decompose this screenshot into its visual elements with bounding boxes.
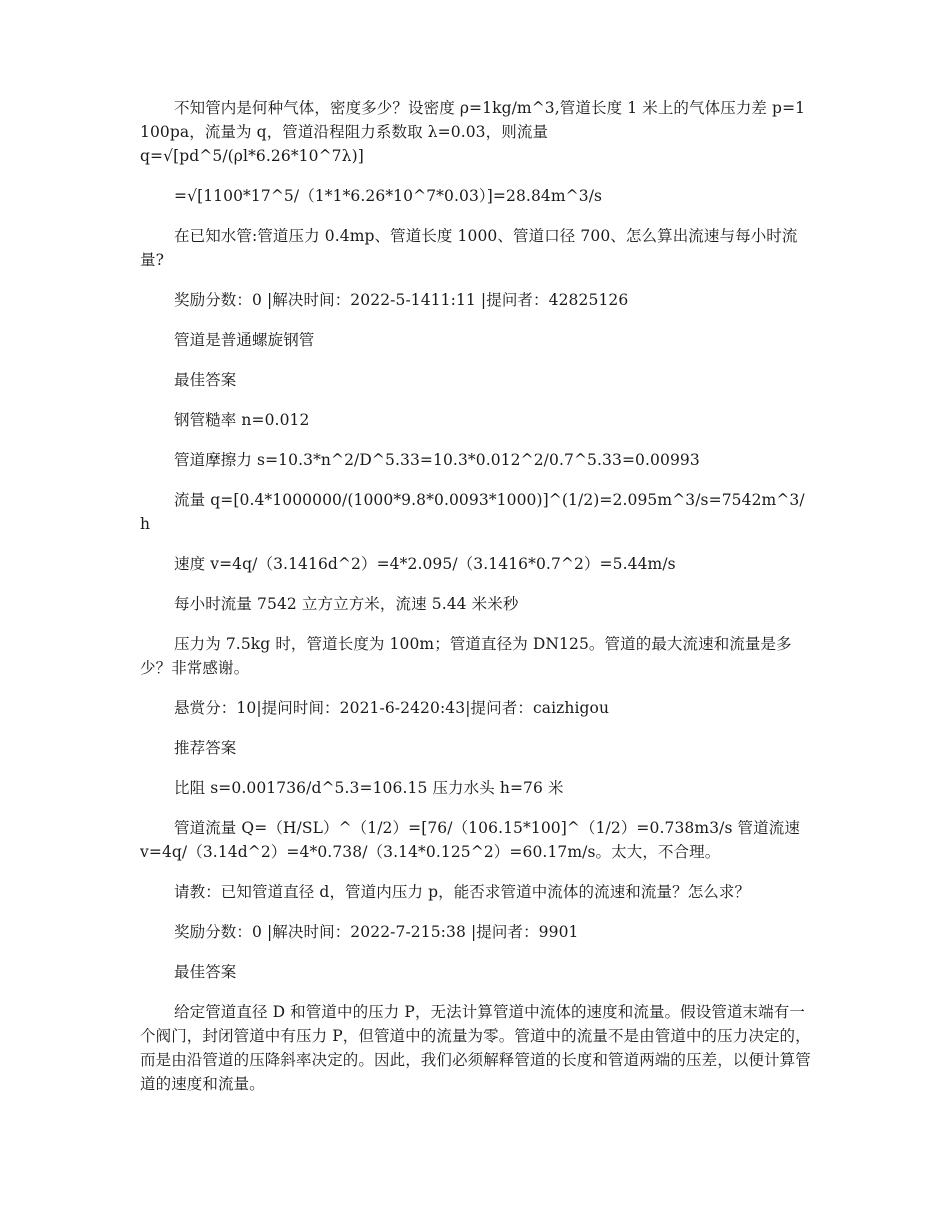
paragraph-pipe-flow bbox=[140, 816, 812, 864]
text-line: 钢管糙率 n=0.012 bbox=[174, 411, 310, 429]
formula-line: 比阻 s=0.001736/d^5.3=106.15 压力水头 h=76 米 bbox=[174, 779, 564, 797]
paragraph-question-1 bbox=[140, 224, 812, 272]
formula-line: 流量 q=[0.4*1000000/(1000*9.8*0.0093*1000)]^(1/2)=2.095m^3/s=7542m^3/h bbox=[140, 491, 805, 533]
formula-line: 管道流量 Q=（H/SL）^（1/2）=[76/（106.15*100]^（1/2）=0.738m3/s 管道流速 v=4q/（3.14d^2）=4*0.738/（3.14*0.125^2）=60.17m/s。太大，不合理。 bbox=[140, 819, 800, 861]
paragraph-specific-resistance bbox=[140, 776, 812, 800]
text-line: 压力为 7.5kg 时，管道长度为 100m；管道直径为 DN125。管道的最大流速和流量是多少？非常感谢。 bbox=[140, 635, 792, 677]
paragraph-meta-1 bbox=[140, 288, 812, 312]
paragraph-explanation bbox=[140, 1000, 812, 1096]
text-line: 每小时流量 7542 立方立方米，流速 5.44 米米秒 bbox=[174, 595, 519, 613]
section-heading: 推荐答案 bbox=[174, 739, 237, 757]
meta-line: 悬赏分：10|提问时间：2021-6-2420:43|提问者：caizhigou bbox=[174, 699, 610, 717]
document-body bbox=[140, 96, 812, 1112]
formula-line: 速度 v=4q/（3.1416d^2）=4*2.095/（3.1416*0.7^2）=5.44m/s bbox=[174, 555, 676, 573]
paragraph-meta-3 bbox=[140, 920, 812, 944]
paragraph-flow bbox=[140, 488, 812, 536]
paragraph-gas-result bbox=[140, 184, 812, 208]
paragraph-meta-2 bbox=[140, 696, 812, 720]
paragraph-gas-flow bbox=[140, 96, 812, 168]
paragraph-velocity bbox=[140, 552, 812, 576]
text-line: 不知管内是何种气体，密度多少？设密度 ρ=1kg/m^3,管道长度 1 米上的气体压力差 p=1100pa，流量为 q，管道沿程阻力系数取 λ=0.03，则流量 bbox=[140, 99, 806, 141]
section-heading: 最佳答案 bbox=[174, 371, 237, 389]
formula-line: q=√[pd^5/(ρl*6.26*10^7λ)] bbox=[140, 147, 364, 165]
paragraph-hourly-flow bbox=[140, 592, 812, 616]
text-line: 请教：已知管道直径 d，管道内压力 p，能否求管道中流体的流速和流量？怎么求？ bbox=[174, 883, 751, 901]
paragraph-friction bbox=[140, 448, 812, 472]
paragraph-recommended-answer bbox=[140, 736, 812, 760]
paragraph-pipe-type bbox=[140, 328, 812, 352]
meta-line: 奖励分数：0 |解决时间：2022-7-215:38 |提问者：9901 bbox=[174, 923, 579, 941]
paragraph-best-answer-1 bbox=[140, 368, 812, 392]
paragraph-roughness bbox=[140, 408, 812, 432]
formula-line: 管道摩擦力 s=10.3*n^2/D^5.33=10.3*0.012^2/0.7^5.33=0.00993 bbox=[174, 451, 700, 469]
paragraph-best-answer-2 bbox=[140, 960, 812, 984]
paragraph-question-2 bbox=[140, 632, 812, 680]
text-line: 管道是普通螺旋钢管 bbox=[174, 331, 315, 349]
paragraph-question-3 bbox=[140, 880, 812, 904]
text-line: 给定管道直径 D 和管道中的压力 P，无法计算管道中流体的速度和流量。假设管道末端有一个阀门，封闭管道中有压力 P，但管道中的流量为零。管道中的流量不是由管道中的压力决定的，而是由沿管道的压降斜率决定的。因此，我们必须解释管道的长度和管道两端的压差，以便计算管道的速度和流量。 bbox=[140, 1003, 811, 1093]
section-heading: 最佳答案 bbox=[174, 963, 237, 981]
meta-line: 奖励分数：0 |解决时间：2022-5-1411:11 |提问者：42825126 bbox=[174, 291, 629, 309]
text-line: 在已知水管:管道压力 0.4mp、管道长度 1000、管道口径 700、怎么算出流速与每小时流量? bbox=[140, 227, 798, 269]
formula-line: =√[1100*17^5/（1*1*6.26*10^7*0.03）]=28.84m^3/s bbox=[174, 187, 603, 205]
